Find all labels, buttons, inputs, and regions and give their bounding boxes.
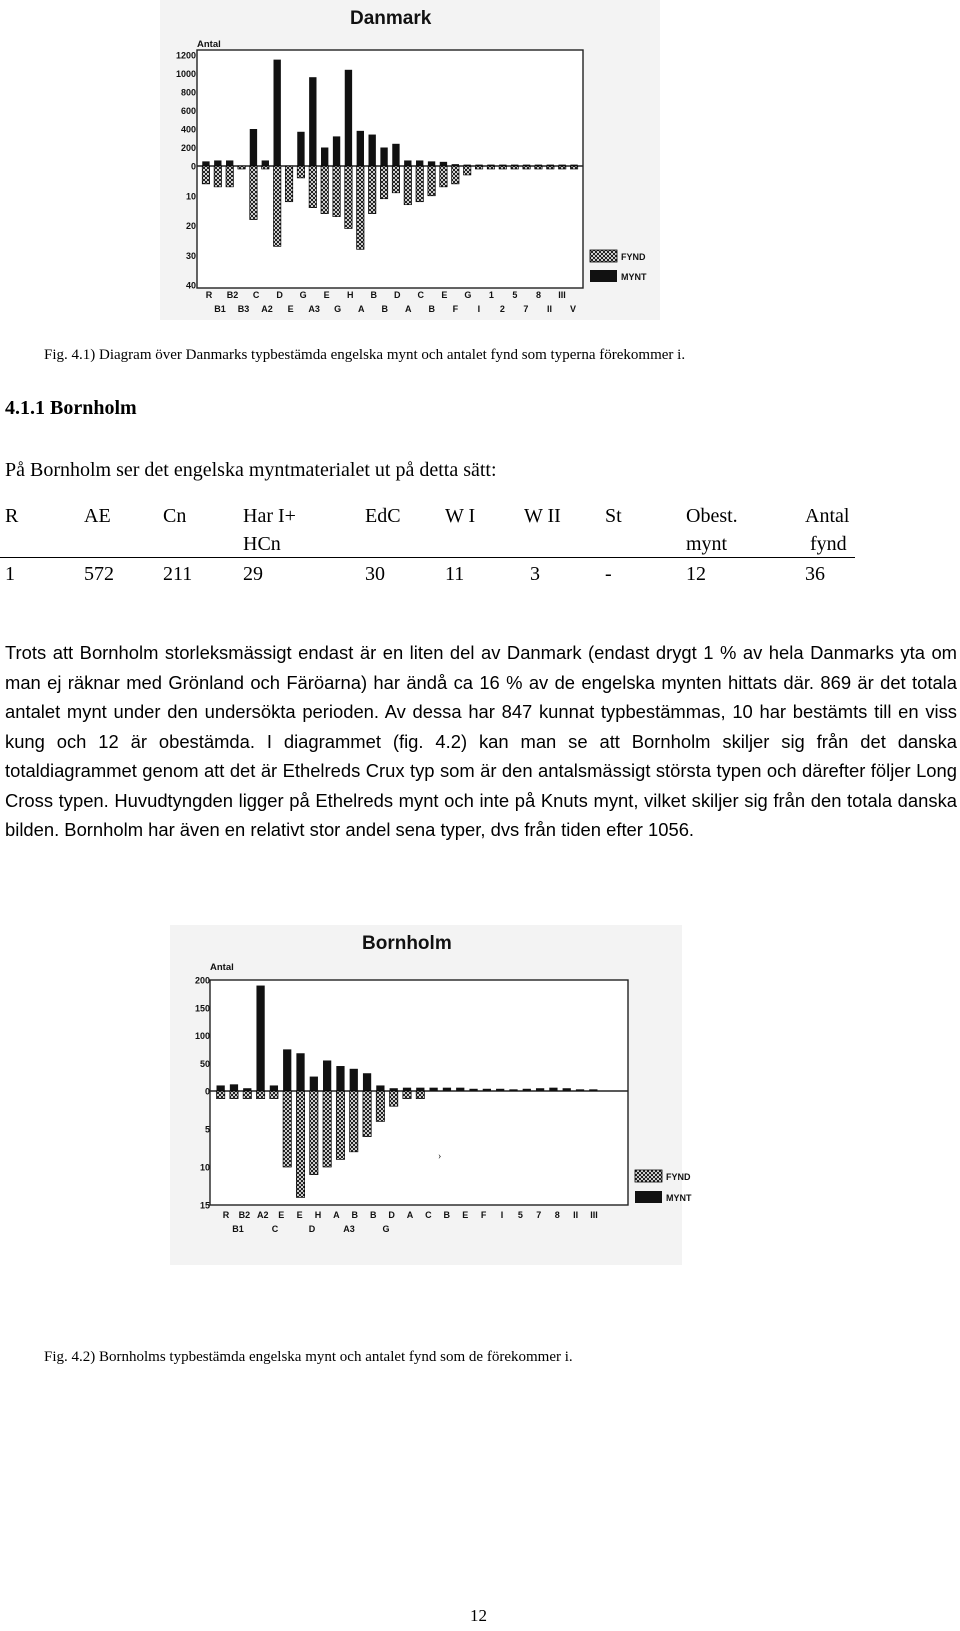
danmark-x-tick-label: III xyxy=(558,290,566,300)
danmark-x-tick-label: V xyxy=(569,304,577,314)
table-value-ae: 572 xyxy=(84,563,114,585)
bornholm-fynd-bar xyxy=(363,1091,371,1137)
danmark-fynd-bar xyxy=(357,166,364,249)
danmark-x-tick-label: A xyxy=(357,304,365,314)
table-value-wii: 3 xyxy=(530,563,540,585)
table-header-cn: Cn xyxy=(163,505,187,527)
bornholm-x-tick-label: I xyxy=(500,1210,504,1220)
danmark-x-tick-label: B xyxy=(370,290,377,300)
table-value-wi: 11 xyxy=(445,563,465,585)
table-header-mynt: mynt xyxy=(686,533,728,555)
danmark-fynd-bar xyxy=(226,166,233,187)
danmark-fynd-bar xyxy=(475,166,482,169)
bornholm-y-tick-label: 0 xyxy=(204,1086,210,1097)
bornholm-legend-fynd-label: FYND xyxy=(666,1172,691,1182)
danmark-mynt-bar xyxy=(321,148,328,167)
bornholm-mynt-bar xyxy=(376,1085,384,1091)
danmark-fynd-bar xyxy=(523,166,530,169)
table-value-r: 1 xyxy=(5,563,15,585)
danmark-fynd-bar xyxy=(333,166,340,217)
bornholm-mynt-bar xyxy=(523,1089,531,1091)
bornholm-mynt-bar xyxy=(549,1088,557,1091)
bornholm-mynt-bar xyxy=(390,1088,398,1091)
bornholm-fynd-bar xyxy=(376,1091,384,1121)
fig1-caption: Fig. 4.1) Diagram över Danmarks typbestämda engelska mynt och antalet fynd som typerna förekommer i. xyxy=(44,347,686,363)
bornholm-fynd-bar xyxy=(323,1091,331,1167)
danmark-fynd-bar xyxy=(404,166,411,205)
bornholm-x-tick-label: B xyxy=(369,1210,377,1220)
bornholm-mynt-bar xyxy=(403,1088,411,1091)
fig2-caption: Fig. 4.2) Bornholms typbestämda engelska mynt och antalet fynd som de förekommer i. xyxy=(44,1349,573,1365)
bornholm-mynt-bar xyxy=(256,986,264,1091)
danmark-fynd-bar xyxy=(392,166,399,193)
bornholm-mynt-bar xyxy=(230,1084,238,1091)
danmark-y-tick-label: 0 xyxy=(190,161,196,172)
danmark-legend-fynd-swatch xyxy=(590,250,617,262)
bornholm-mynt-bar xyxy=(456,1088,464,1091)
danmark-fynd-bar xyxy=(464,166,471,175)
danmark-x-tick-label: B1 xyxy=(214,304,226,314)
bornholm-x-tick-label: E xyxy=(296,1210,303,1220)
danmark-x-tick-label: G xyxy=(299,290,307,300)
bornholm-mynt-bar xyxy=(283,1049,291,1091)
bornholm-y-tick-label: 150 xyxy=(194,1003,210,1014)
bornholm-x-tick-label: C xyxy=(271,1224,279,1234)
danmark-x-tick-label: D xyxy=(394,290,401,300)
bornholm-mynt-bar xyxy=(296,1053,304,1091)
bornholm-mynt-bar xyxy=(270,1085,278,1091)
bornholm-y-tick-label: 10 xyxy=(199,1162,210,1173)
danmark-fynd-bar xyxy=(285,166,292,202)
danmark-x-tick-label: B3 xyxy=(237,304,250,314)
table-header-wi: W I xyxy=(445,505,476,527)
danmark-fynd-bar xyxy=(380,166,387,199)
danmark-x-tick-label: I xyxy=(477,304,481,314)
danmark-x-tick-label: D xyxy=(276,290,283,300)
danmark-x-tick-label: II xyxy=(546,304,552,314)
danmark-fynd-bar xyxy=(321,166,328,214)
bornholm-legend-mynt-label: MYNT xyxy=(666,1193,692,1203)
danmark-mynt-bar xyxy=(214,160,221,166)
table-header-fynd: fynd xyxy=(810,533,847,555)
bornholm-mynt-bar xyxy=(576,1089,584,1091)
table-rule xyxy=(0,557,855,558)
danmark-y-tick-label: 400 xyxy=(180,124,196,135)
danmark-mynt-bar xyxy=(369,135,376,166)
bornholm-y-axis-title: Antal xyxy=(210,962,234,973)
bornholm-mynt-bar xyxy=(483,1089,491,1091)
bornholm-legend-fynd-swatch xyxy=(635,1170,662,1182)
table-value-antal: 36 xyxy=(805,563,825,585)
danmark-mynt-bar xyxy=(380,148,387,167)
bornholm-fynd-bar xyxy=(217,1091,225,1099)
danmark-fynd-bar xyxy=(499,166,506,169)
danmark-y-tick-label: 1000 xyxy=(175,69,196,79)
bornholm-x-tick-label: A3 xyxy=(343,1224,355,1234)
bornholm-x-tick-label: C xyxy=(425,1210,432,1220)
danmark-fynd-bar xyxy=(487,166,494,169)
bornholm-mynt-bar xyxy=(589,1089,597,1091)
bornholm-x-tick-label: B1 xyxy=(232,1224,244,1234)
bornholm-fynd-bar xyxy=(296,1091,304,1197)
danmark-mynt-bar xyxy=(404,160,411,166)
danmark-fynd-bar xyxy=(345,166,352,228)
bornholm-mynt-bar xyxy=(469,1089,477,1091)
bornholm-x-tick-label: A xyxy=(406,1210,414,1220)
danmark-x-tick-label: B xyxy=(381,304,388,314)
danmark-y-tick-label: 800 xyxy=(180,87,196,98)
danmark-y-axis-title: Antal xyxy=(197,39,221,50)
danmark-x-tick-label: R xyxy=(205,290,213,300)
bornholm-mynt-bar xyxy=(443,1088,451,1091)
bornholm-x-tick-label: F xyxy=(480,1210,487,1220)
table-value-edc: 30 xyxy=(365,563,385,585)
danmark-fynd-bar xyxy=(250,166,257,220)
danmark-fynd-bar xyxy=(511,166,518,169)
danmark-mynt-bar xyxy=(357,131,364,166)
danmark-fynd-bar xyxy=(547,166,554,169)
danmark-mynt-bar xyxy=(297,132,304,166)
danmark-mynt-bar xyxy=(428,161,435,166)
danmark-y-tick-label: 1200 xyxy=(175,50,196,61)
bornholm-mynt-bar xyxy=(416,1088,424,1091)
danmark-x-tick-label: E xyxy=(323,290,330,300)
danmark-fynd-bar xyxy=(369,166,376,214)
intro-line: På Bornholm ser det engelska myntmaterialet ut på detta sätt: xyxy=(5,459,497,481)
bornholm-fynd-bar xyxy=(256,1091,264,1099)
danmark-mynt-bar xyxy=(262,160,269,166)
danmark-fynd-bar xyxy=(559,166,566,169)
table-header-hcn: HCn xyxy=(243,533,281,555)
bornholm-mynt-bar xyxy=(310,1077,318,1091)
bornholm-x-tick-label: A2 xyxy=(257,1210,269,1220)
coin-table xyxy=(0,505,960,585)
bornholm-x-tick-label: B xyxy=(351,1210,359,1220)
bornholm-x-tick-label: 5 xyxy=(517,1210,523,1220)
bornholm-mynt-bar xyxy=(243,1088,251,1091)
table-value-cn: 211 xyxy=(163,563,193,585)
danmark-fynd-bar xyxy=(452,166,459,184)
danmark-x-tick-label: 8 xyxy=(535,290,541,300)
bornholm-y-tick-label: 50 xyxy=(199,1058,210,1069)
danmark-fynd-bar xyxy=(238,166,245,169)
table-header-antal: Antal xyxy=(805,505,850,527)
bornholm-x-tick-label: D xyxy=(388,1210,395,1220)
bornholm-mynt-bar xyxy=(336,1066,344,1091)
table-header-r: R xyxy=(5,505,19,527)
danmark-x-tick-label: E xyxy=(441,290,448,300)
danmark-y-tick-label: 10 xyxy=(185,191,196,202)
table-header-st: St xyxy=(605,505,622,527)
danmark-mynt-bar xyxy=(333,136,340,166)
danmark-y-tick-label: 20 xyxy=(185,221,196,231)
bornholm-mynt-bar xyxy=(509,1089,517,1091)
danmark-fynd-bar xyxy=(309,166,316,208)
danmark-fynd-bar xyxy=(274,166,281,246)
danmark-chart xyxy=(160,0,660,320)
danmark-x-tick-label: B2 xyxy=(226,290,239,300)
bornholm-x-tick-label: III xyxy=(590,1210,598,1220)
bornholm-fynd-bar xyxy=(283,1091,291,1167)
danmark-x-tick-label: H xyxy=(346,290,354,300)
bornholm-y-tick-label: 15 xyxy=(199,1200,210,1211)
table-header-edc: EdC xyxy=(365,505,401,527)
danmark-y-tick-label: 40 xyxy=(185,280,196,291)
danmark-y-tick-label: 200 xyxy=(180,143,196,153)
bornholm-x-tick-label: A xyxy=(333,1210,340,1220)
danmark-x-tick-label: F xyxy=(452,304,459,314)
danmark-x-tick-label: G xyxy=(464,290,472,300)
danmark-mynt-bar xyxy=(226,160,233,166)
bornholm-fynd-bar xyxy=(230,1091,238,1099)
danmark-fynd-bar xyxy=(535,166,542,169)
body-paragraph: Trots att Bornholm storleksmässigt endast är en liten del av Danmark (endast drygt 1 % av hela Danmarks yta om man ej räknar med Grönland och Färöarna) har ändå ca 16 % av de engelska mynten hittats där. 869 är det totala antalet mynt under den undersökta perioden. Av dessa har 847 kunnat typbestämmas, 10 har bestämts till en viss kung och 12 är obestämda. I diagrammet (fig. 4.2) kan man se att Bornholm skiljer sig från det danska totaldiagrammet genom att det är Ethelreds Crux typ som är den antalsmässigt största typen och därefter följer Long Cross typen. Huvudtyngden ligger på Ethelreds mynt och inte på Knuts mynt, vilket skiljer sig från den totala danska bilden. Bornholm har även en relativt stor andel sena typer, dvs från tiden efter 1056. xyxy=(5,642,957,840)
bornholm-x-tick-label: II xyxy=(573,1210,579,1220)
bornholm-fynd-bar xyxy=(416,1091,424,1099)
danmark-x-tick-label: 5 xyxy=(512,290,518,300)
danmark-fynd-bar xyxy=(214,166,221,187)
danmark-mynt-bar xyxy=(392,144,399,166)
bornholm-x-tick-label: H xyxy=(314,1210,322,1220)
danmark-y-tick-label: 30 xyxy=(185,250,196,261)
danmark-x-tick-label: A2 xyxy=(261,304,273,314)
danmark-mynt-bar xyxy=(440,162,447,166)
bornholm-mynt-bar xyxy=(429,1088,437,1091)
bornholm-chart xyxy=(170,925,692,1265)
page-number: 12 xyxy=(470,1606,487,1625)
table-value-har: 29 xyxy=(243,563,263,585)
bornholm-fynd-bar xyxy=(270,1091,278,1099)
table-header-obest: Obest. xyxy=(686,505,738,527)
bornholm-x-tick-label: G xyxy=(382,1224,390,1234)
danmark-title: Danmark xyxy=(350,8,432,29)
danmark-fynd-bar xyxy=(428,166,435,196)
danmark-mynt-bar xyxy=(274,60,281,166)
bornholm-x-tick-label: 7 xyxy=(536,1210,542,1220)
table-value-obest: 12 xyxy=(686,563,706,585)
danmark-x-tick-label: C xyxy=(417,290,425,300)
bornholm-fynd-bar xyxy=(336,1091,344,1159)
danmark-fynd-bar xyxy=(440,166,447,187)
danmark-fynd-bar xyxy=(416,166,423,202)
danmark-x-tick-label: 7 xyxy=(523,304,529,314)
bornholm-stray-mark: › xyxy=(438,1151,442,1162)
danmark-legend-fynd-label: FYND xyxy=(621,252,646,262)
bornholm-fynd-bar xyxy=(403,1091,411,1099)
danmark-x-tick-label: E xyxy=(287,304,294,314)
bornholm-mynt-bar xyxy=(363,1073,371,1091)
bornholm-y-tick-label: 200 xyxy=(194,975,210,986)
danmark-mynt-bar xyxy=(345,70,352,166)
table-header-ae: AE xyxy=(84,505,111,527)
danmark-fynd-bar xyxy=(202,166,209,184)
bornholm-mynt-bar xyxy=(350,1069,358,1091)
section-heading: 4.1.1 Bornholm xyxy=(5,397,137,419)
bornholm-mynt-bar xyxy=(323,1060,331,1091)
bornholm-x-tick-label: D xyxy=(308,1224,316,1234)
danmark-legend-mynt-swatch xyxy=(590,270,617,282)
bornholm-y-tick-label: 100 xyxy=(194,1031,210,1041)
bornholm-fynd-bar xyxy=(350,1091,358,1152)
danmark-mynt-bar xyxy=(309,77,316,166)
danmark-fynd-bar xyxy=(262,166,269,169)
bornholm-mynt-bar xyxy=(536,1088,544,1091)
danmark-fynd-bar xyxy=(297,166,304,178)
danmark-mynt-bar xyxy=(250,129,257,166)
bornholm-x-tick-label: R xyxy=(222,1210,230,1220)
danmark-y-tick-label: 600 xyxy=(180,106,196,116)
danmark-x-tick-label: A3 xyxy=(308,304,320,314)
danmark-fynd-bar xyxy=(570,166,577,169)
bornholm-fynd-bar xyxy=(390,1091,398,1106)
table-header-wii: W II xyxy=(524,505,561,527)
danmark-mynt-bar xyxy=(416,160,423,166)
bornholm-x-tick-label: E xyxy=(278,1210,285,1220)
danmark-x-tick-label: C xyxy=(252,290,260,300)
danmark-mynt-bar xyxy=(202,161,209,166)
bornholm-x-tick-label: E xyxy=(462,1210,469,1220)
bornholm-title: Bornholm xyxy=(362,933,452,954)
bornholm-mynt-bar xyxy=(217,1085,225,1091)
danmark-x-tick-label: G xyxy=(334,304,342,314)
bornholm-mynt-bar xyxy=(563,1088,571,1091)
danmark-x-tick-label: 1 xyxy=(488,290,494,300)
bornholm-x-tick-label: B2 xyxy=(238,1210,251,1220)
table-value-st: - xyxy=(605,563,612,585)
bornholm-y-tick-label: 5 xyxy=(204,1124,210,1135)
table-header-har: Har I+ xyxy=(243,505,296,527)
danmark-legend-mynt-label: MYNT xyxy=(621,272,647,282)
bornholm-x-tick-label: 8 xyxy=(554,1210,560,1220)
bornholm-fynd-bar xyxy=(310,1091,318,1175)
bornholm-x-tick-label: B xyxy=(443,1210,451,1220)
bornholm-fynd-bar xyxy=(243,1091,251,1099)
danmark-x-tick-label: B xyxy=(428,304,436,314)
danmark-x-tick-label: 2 xyxy=(499,304,505,314)
bornholm-mynt-bar xyxy=(496,1089,504,1091)
danmark-x-tick-label: A xyxy=(405,304,412,314)
bornholm-legend-mynt-swatch xyxy=(635,1191,662,1203)
